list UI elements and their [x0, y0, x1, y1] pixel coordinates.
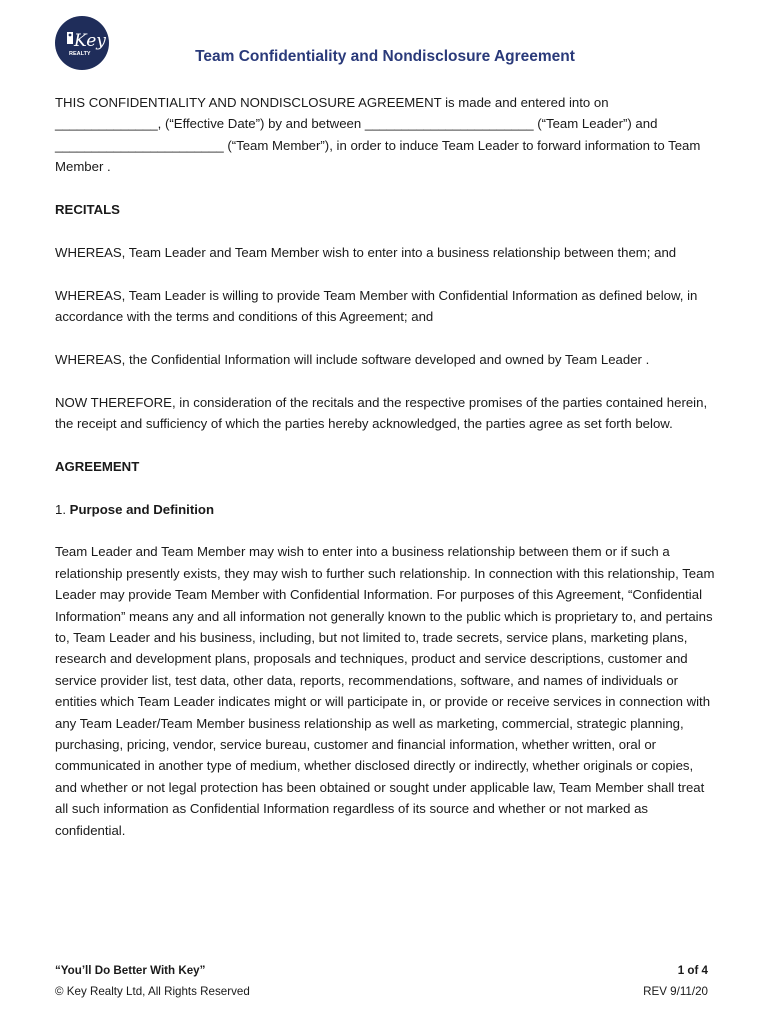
section-1-text: Team Leader and Team Member may wish to enter into a business relationship between them or if such a relationship presently exists, they may wish to further such relationship. In connection with this relationship, Team Leader may provide Team Member with Confidential Information. For purposes of this Agreement, “Confidential Information” means any and all information not generally known to the public which is proprietary to, and pertains to, Team Leader and his business, including, but not limited to, trade secrets, service plans, marketing plans, research and development plans, proposals and techniques, product and service descriptions, customer and service provider list, test data, other data, reports, recommendations, software, and names of individuals or entities which Team Leader indicates might or will participate in, or provide or receive services in connection with any Team Leader/Team Member business relationship as well as marketing, commercial, strategic planning, purchasing, pricing, vendor, service bureau, customer and financial information, whether written, oral or communicated in another type of medium, whether disclosed directly or indirectly, whether originals or copies, and whether or not legal protection has been obtained or sought under applicable law, Team Member shall treat all such information as Confidential Information regardless of its source and whether or not marked as confidential.: [55, 544, 715, 838]
revision-date: REV 9/11/20: [643, 985, 708, 998]
page-number: 1 of 4: [677, 964, 708, 977]
recital-paragraph: WHEREAS, Team Leader and Team Member wish to enter into a business relationship between them; and: [55, 244, 677, 260]
document-title: Team Confidentiality and Nondisclosure Agreement: [195, 48, 575, 65]
intro-paragraph: THIS CONFIDENTIALITY AND NONDISCLOSURE AGREEMENT is made and entered into on ______________, (“Effective Date”) by and between _______________________ (“Team Leader”) and _______________________ (“Team Member”), in order to induce Team Leader to forward information to Team Member .: [55, 95, 701, 175]
recital-paragraph: WHEREAS, Team Leader is willing to provide Team Member with Confidential Information as defined below, in accordance with the terms and conditions of this Agreement; and: [55, 287, 698, 325]
footer-copyright: © Key Realty Ltd, All Rights Reserved: [55, 985, 250, 998]
section-title: Purpose and Definition: [69, 501, 215, 517]
footer-right: [643, 960, 708, 1002]
agreement-heading: AGREEMENT: [55, 458, 140, 474]
section-1-heading: [55, 499, 717, 520]
recitals-heading: RECITALS: [55, 202, 120, 218]
document-body: [55, 92, 717, 862]
svg-text:REALTY: REALTY: [69, 51, 91, 57]
recital-paragraph: WHEREAS, the Confidential Information will include software developed and owned by Team Leader .: [55, 351, 650, 367]
footer-left: [55, 960, 250, 1002]
recital-paragraph: NOW THEREFORE, in consideration of the recitals and the respective promises of the parties contained herein, the receipt and sufficiency of which the parties hereby acknowledged, the parties agree as set forth below.: [55, 394, 708, 432]
svg-text:Key: Key: [74, 31, 106, 51]
section-number: 1.: [55, 501, 66, 517]
footer-slogan: “You’ll Do Better With Key”: [55, 964, 206, 977]
